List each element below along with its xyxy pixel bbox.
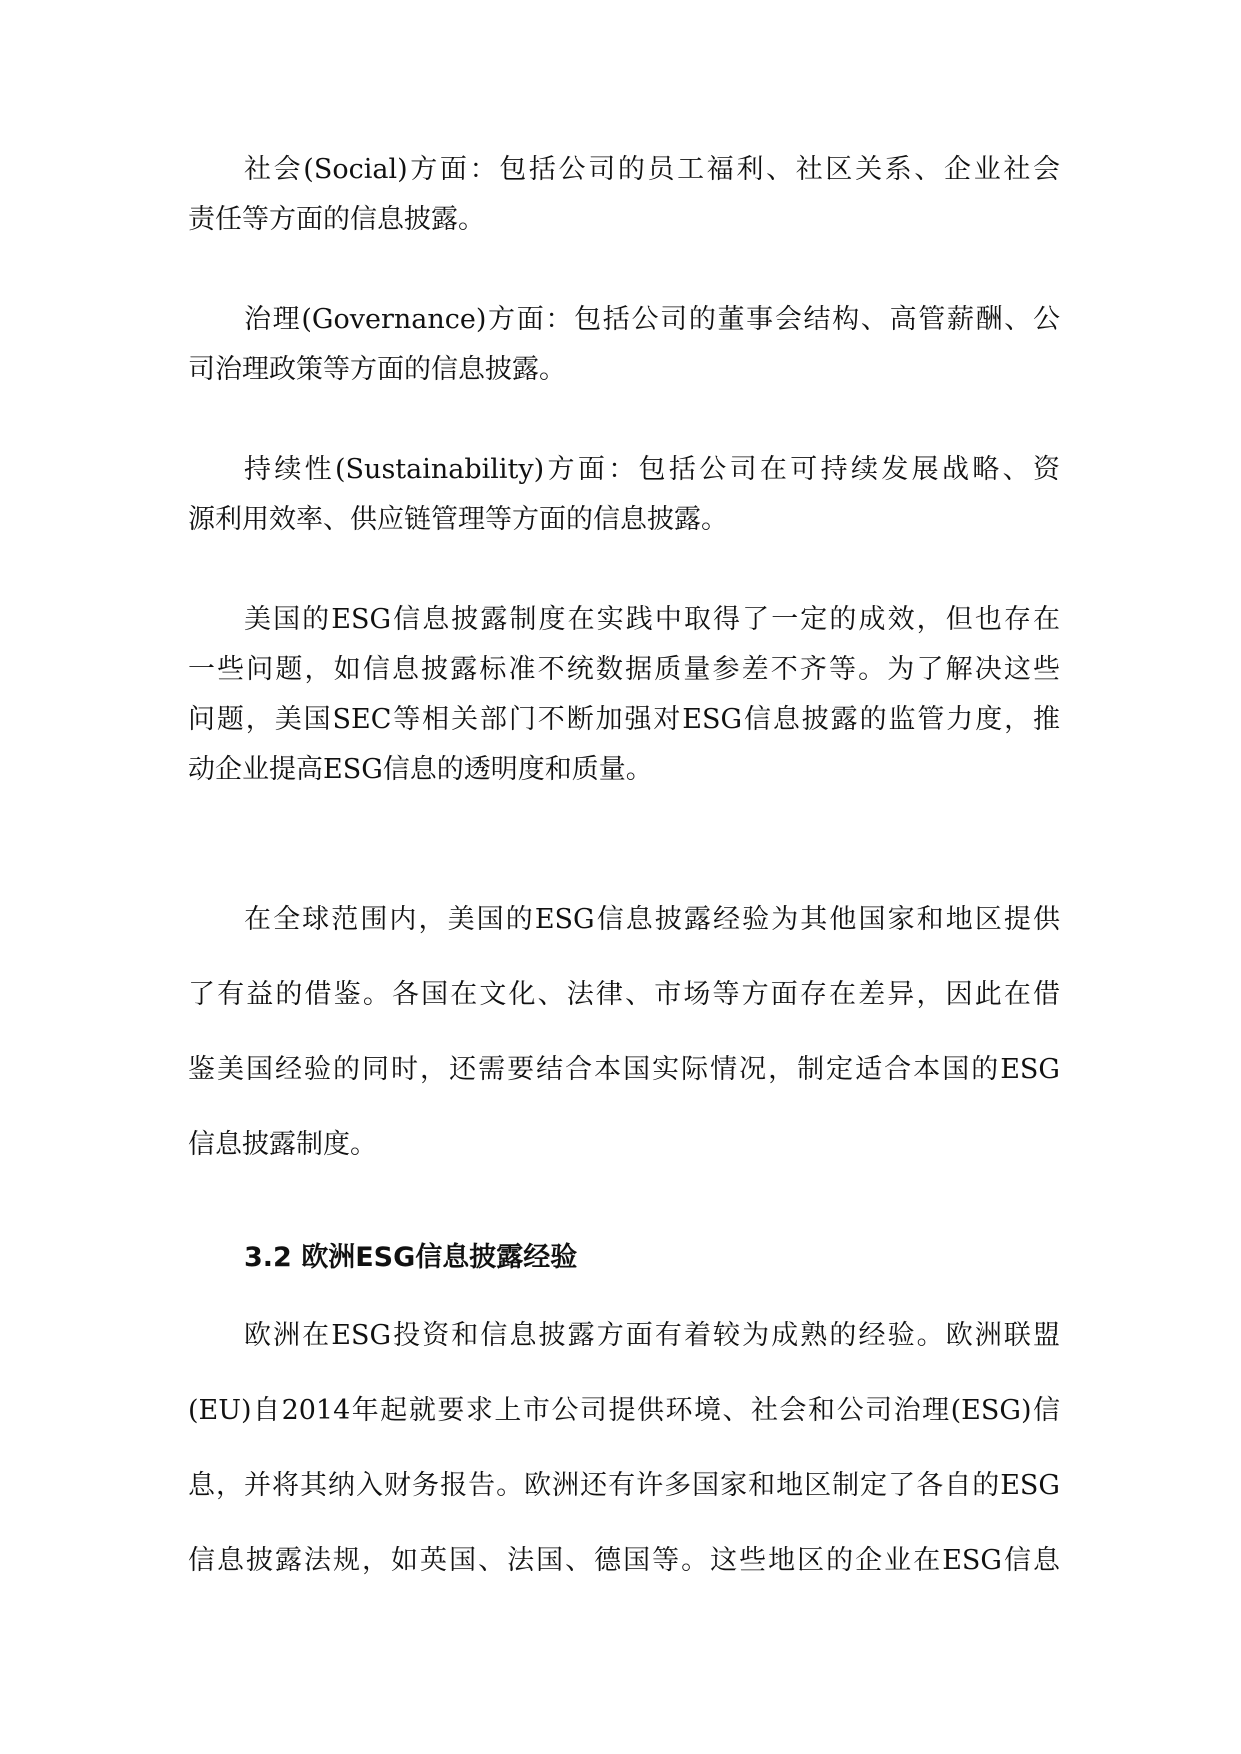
paragraph-line: 了有益的借鉴。各国在文化、法律、市场等方面存在差异，因此在借 xyxy=(188,979,1060,1010)
paragraph-line: 责任等方面的信息披露。 xyxy=(188,204,485,235)
paragraph-line: 动企业提高ESG信息的透明度和质量。 xyxy=(188,754,653,785)
paragraph-line: 欧洲在ESG投资和信息披露方面有着较为成熟的经验。欧洲联盟 xyxy=(244,1320,1060,1351)
paragraph-line: (EU)自2014年起就要求上市公司提供环境、社会和公司治理(ESG)信 xyxy=(188,1395,1060,1426)
paragraph-line: 问题，美国SEC等相关部门不断加强对ESG信息披露的监管力度，推 xyxy=(188,704,1060,735)
paragraph-line: 源利用效率、供应链管理等方面的信息披露。 xyxy=(188,504,728,535)
paragraph-line: 治理(Governance)方面：包括公司的董事会结构、高管薪酬、公 xyxy=(244,304,1060,335)
paragraph-line: 鉴美国经验的同时，还需要结合本国实际情况，制定适合本国的ESG xyxy=(188,1054,1060,1085)
section-heading: 3.2 欧洲ESG信息披露经验 xyxy=(244,1242,578,1273)
paragraph-line: 持续性(Sustainability)方面：包括公司在可持续发展战略、资 xyxy=(244,454,1060,485)
paragraph-line: 在全球范围内，美国的ESG信息披露经验为其他国家和地区提供 xyxy=(244,904,1060,935)
paragraph-line: 一些问题，如信息披露标准不统数据质量参差不齐等。为了解决这些 xyxy=(188,654,1060,685)
paragraph-line: 息，并将其纳入财务报告。欧洲还有许多国家和地区制定了各自的ESG xyxy=(188,1470,1060,1501)
paragraph-line: 信息披露法规，如英国、法国、德国等。这些地区的企业在ESG信息 xyxy=(188,1545,1060,1576)
paragraph-line: 社会(Social)方面：包括公司的员工福利、社区关系、企业社会 xyxy=(244,154,1060,185)
paragraph-line: 司治理政策等方面的信息披露。 xyxy=(188,354,566,385)
paragraph-line: 信息披露制度。 xyxy=(188,1129,377,1160)
paragraph-line: 美国的ESG信息披露制度在实践中取得了一定的成效，但也存在 xyxy=(244,604,1060,635)
